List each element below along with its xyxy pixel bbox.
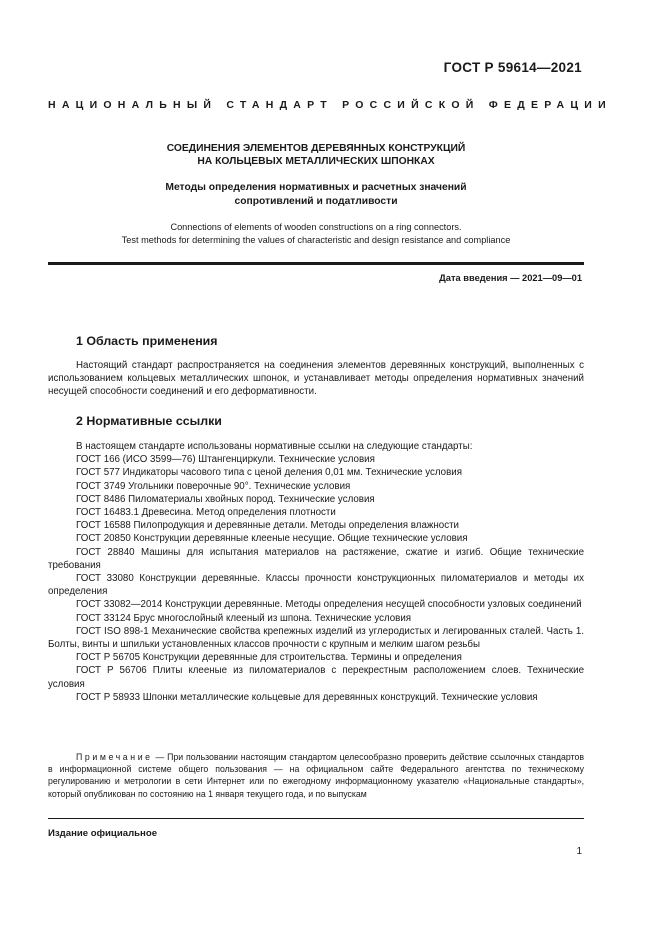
title-block: [48, 142, 584, 246]
section-2-heading: 2 Нормативные ссылки: [76, 414, 222, 428]
note-label: Примечание: [76, 752, 153, 762]
national-standard-label: НАЦИОНАЛЬНЫЙ СТАНДАРТ РОССИЙСКОЙ ФЕДЕРАЦИИ: [48, 99, 612, 111]
english-title-line: Connections of elements of wooden constructions on a ring connectors.: [170, 222, 462, 232]
introduction-date: Дата введения — 2021—09—01: [439, 273, 582, 283]
document-number: ГОСТ Р 59614—2021: [443, 60, 582, 75]
subtitle-line: сопротивлений и податливости: [234, 195, 398, 207]
main-title-line: НА КОЛЬЦЕВЫХ МЕТАЛЛИЧЕСКИХ ШПОНКАХ: [197, 156, 435, 167]
reference-item: ГОСТ 166 (ИСО 3599—76) Штангенциркули. Технические условия: [76, 454, 375, 466]
note-text: — При пользовании настоящим стандартом целесообразно проверить действие ссылочных стандартов в информационной системе общего пользования — на официальном сайте Федерального агентства по техническому регулированию и метрологии в сети Интернет или по ежегодному информационному указателю «Национальные стандарты», который опубликован по состоянию на 1 января текущего года, и по выпускам: [48, 752, 584, 799]
footer-divider: [48, 818, 584, 819]
reference-item: ГОСТ 33124 Брус многослойный клееный из шпона. Технические условия: [76, 612, 412, 624]
reference-item: ГОСТ 16483.1 Древесина. Метод определения плотности: [76, 507, 336, 519]
reference-item: ГОСТ 16588 Пилопродукция и деревянные детали. Методы определения влажности: [76, 520, 459, 532]
reference-item: ГОСТ 8486 Пиломатериалы хвойных пород. Технические условия: [76, 493, 375, 505]
reference-item: ГОСТ ISO 898-1 Механические свойства крепежных изделий из углеродистых и легированных сталей. Часть 1. Болты, винты и шпильки установленных классов прочности с крупным и мелким шагом резьбы: [48, 625, 584, 651]
reference-item: ГОСТ 3749 Угольники поверочные 90°. Технические условия: [76, 480, 351, 492]
reference-item: ГОСТ 33080 Конструкции деревянные. Классы прочности конструкционных пиломатериалов и методы их определения: [48, 573, 584, 598]
reference-item: ГОСТ 33082—2014 Конструкции деревянные. Методы определения несущей способности узловых соединений: [76, 599, 582, 611]
reference-item: ГОСТ Р 56705 Конструкции деревянные для строительства. Термины и определения: [76, 652, 462, 664]
subtitle: [48, 181, 584, 208]
main-title-line: СОЕДИНЕНИЯ ЭЛЕМЕНТОВ ДЕРЕВЯННЫХ КОНСТРУКЦИЙ: [166, 143, 466, 154]
references-intro: В настоящем стандарте использованы нормативные ссылки на следующие стандарты:: [76, 441, 473, 452]
section-1-text: [48, 359, 584, 399]
note-paragraph: [48, 751, 584, 800]
normative-references: [48, 440, 584, 704]
subtitle-line: Методы определения нормативных и расчетных значений: [165, 182, 467, 193]
reference-item: ГОСТ 20850 Конструкции деревянные клееные несущие. Общие технические условия: [76, 533, 468, 545]
section-1-paragraph: Настоящий стандарт распространяется на соединения элементов деревянных конструкций, выполненных с использованием кольцевых металлических шпонок, и устанавливает методы определения нормативных значений несущей способности соединений и его деформативности.: [48, 360, 584, 398]
main-title: [48, 142, 584, 168]
page-number: 1: [576, 846, 582, 857]
official-edition-label: Издание официальное: [48, 828, 158, 839]
reference-item: ГОСТ 577 Индикаторы часового типа с ценой деления 0,01 мм. Технические условия: [76, 467, 462, 479]
reference-item: ГОСТ Р 56706 Плиты клееные из пиломатериалов с перекрестным расположением слоев. Технические условия: [48, 665, 584, 690]
reference-item: ГОСТ 28840 Машины для испытания материалов на растяжение, сжатие и изгиб. Общие технические требования: [48, 546, 584, 571]
english-title: [48, 221, 584, 246]
section-1-heading: 1 Область применения: [76, 334, 218, 348]
reference-item: ГОСТ Р 58933 Шпонки металлические кольцевые для деревянных конструкций. Технические условия: [76, 691, 538, 703]
english-title-line: Test methods for determining the values of characteristic and design resistance and compliance: [121, 234, 511, 245]
header-divider: [48, 262, 584, 265]
